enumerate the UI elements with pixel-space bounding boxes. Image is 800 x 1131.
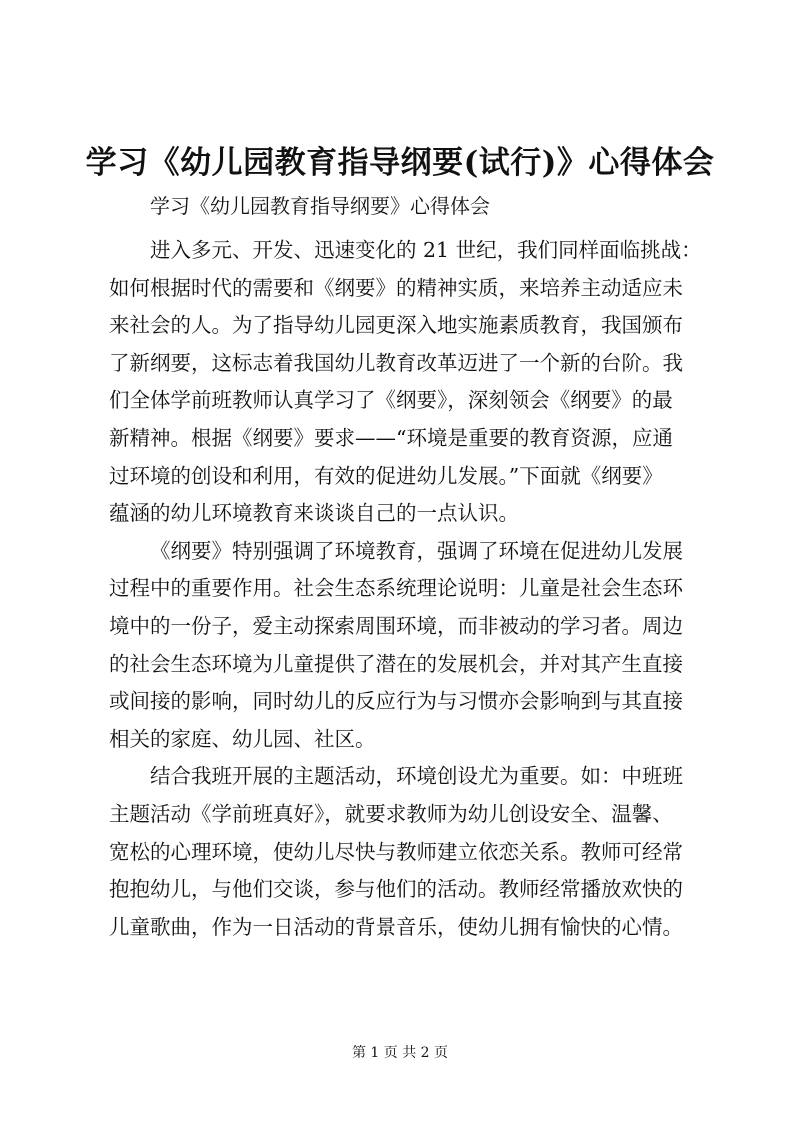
text-line: 过环境的创设和利用，有效的促进幼儿发展。”下面就《纲要》: [109, 463, 663, 488]
text-line: 进入多元、开发、迅速变化的 21 世纪，我们同样面临挑战：: [150, 238, 702, 262]
text-line: 来社会的人。为了指导幼儿园更深入地实施素质教育，我国颁布: [109, 313, 683, 338]
paragraph-2: [109, 533, 714, 759]
paragraph-1: [109, 232, 714, 533]
text-line: 如何根据时代的需要和《纲要》的精神实质，来培养主动适应未: [109, 275, 683, 300]
page-footer: 第 1 页 共 2 页: [351, 1045, 449, 1061]
document-subtitle: 学习《幼儿园教育指导纲要》心得体会: [150, 194, 490, 218]
text-line: 新精神。根据《纲要》要求——“环境是重要的教育资源，应通: [109, 425, 673, 450]
text-line: 了新纲要，这标志着我国幼儿教育改革迈进了一个新的台阶。我: [109, 350, 683, 375]
document-body: [109, 232, 714, 946]
text-line: 蕴涵的幼儿环境教育来谈谈自己的一点认识。: [109, 501, 519, 526]
document-title: 学习《幼儿园教育指导纲要(试行)》心得体会: [85, 145, 715, 181]
text-line: 《纲要》特别强调了环境教育，强调了环境在促进幼儿发展: [150, 538, 683, 563]
text-line: 儿童歌曲，作为一日活动的背景音乐，使幼儿拥有愉快的心情。: [109, 914, 683, 939]
text-line: 的社会生态环境为儿童提供了潜在的发展机会，并对其产生直接: [109, 651, 683, 676]
text-line: 过程中的重要作用。社会生态系统理论说明：儿童是社会生态环: [109, 576, 683, 601]
text-line: 结合我班开展的主题活动，环境创设尤为重要。如：中班班: [150, 764, 683, 789]
text-line: 们全体学前班教师认真学习了《纲要》，深刻领会《纲要》的最: [109, 388, 673, 413]
paragraph-3: [109, 758, 714, 946]
text-line: 主题活动《学前班真好》，就要求教师为幼儿创设安全、温馨、: [109, 801, 673, 826]
text-line: 境中的一份子，爱主动探索周围环境，而非被动的学习者。周边: [109, 613, 683, 638]
text-line: 相关的家庭、幼儿园、社区。: [109, 726, 376, 751]
text-line: 或间接的影响，同时幼儿的反应行为与习惯亦会影响到与其直接: [109, 689, 683, 714]
text-line: 宽松的心理环境，使幼儿尽快与教师建立依恋关系。教师可经常: [109, 839, 683, 864]
text-line: 抱抱幼儿，与他们交谈，参与他们的活动。教师经常播放欢快的: [109, 877, 683, 902]
